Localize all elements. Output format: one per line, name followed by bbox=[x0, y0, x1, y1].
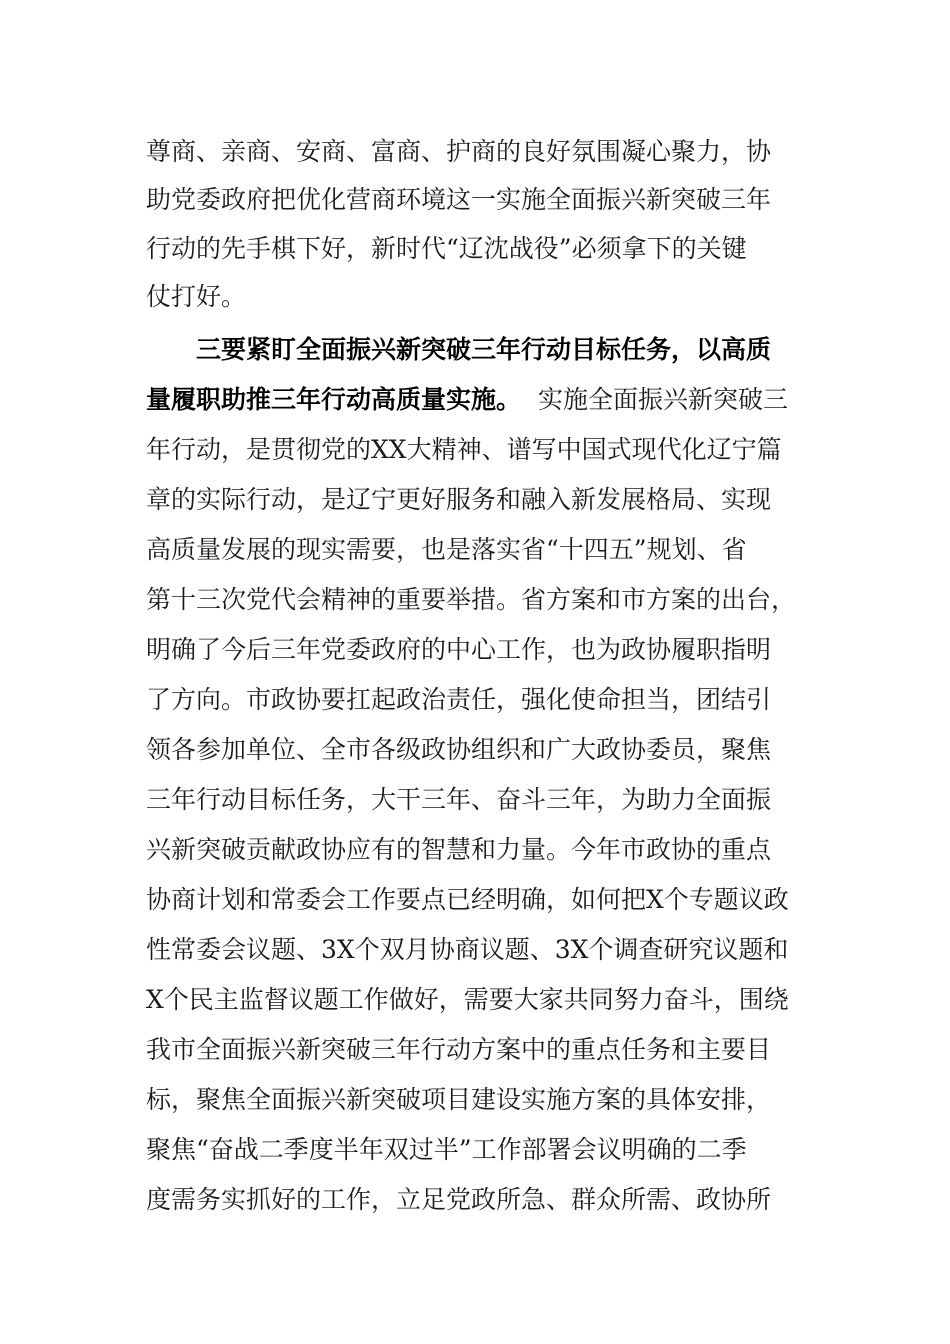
text-line: 高质量发展的现实需要，也是落实省“十四五”规划、省 bbox=[146, 535, 747, 564]
text-line: 协商计划和常委会工作要点已经明确，如何把X个专题议政 bbox=[146, 885, 789, 914]
text-line: 兴新突破贡献政协应有的智慧和力量。今年市政协的重点 bbox=[146, 835, 772, 864]
text-line: 三年行动目标任务，大干三年、奋斗三年，为助力全面振 bbox=[146, 785, 772, 814]
text-line: 年行动，是贯彻党的XX大精神、谱写中国式现代化辽宁篇 bbox=[146, 435, 782, 464]
text-line: 仗打好。 bbox=[146, 282, 247, 311]
text-line: 了方向。市政协要扛起政治责任，强化使命担当，团结引 bbox=[146, 685, 772, 714]
text-line: 尊商、亲商、安商、富商、护商的良好氛围凝心聚力，协 bbox=[146, 137, 772, 166]
text-line: 章的实际行动，是辽宁更好服务和融入新发展格局、实现 bbox=[146, 485, 772, 514]
text-line: 明确了今后三年党委政府的中心工作，也为政协履职指明 bbox=[146, 635, 772, 664]
text-line: 聚焦“奋战二季度半年双过半”工作部署会议明确的二季 bbox=[146, 1135, 747, 1164]
text-line: 性常委会议题、3X个双月协商议题、3X个调查研究议题和 bbox=[146, 935, 789, 964]
section-heading-line: 三要紧盯全面振兴新突破三年行动目标任务，以高质 bbox=[196, 335, 772, 364]
text-line: 实施全面振兴新突破三 bbox=[538, 385, 789, 414]
text-line: 行动的先手棋下好，新时代“辽沈战役”必须拿下的关键 bbox=[146, 234, 747, 263]
text-line: 领各参加单位、全市各级政协组织和广大政协委员，聚焦 bbox=[146, 735, 772, 764]
text-line: 第十三次党代会精神的重要举措。省方案和市方案的出台， bbox=[146, 585, 797, 614]
text-line: 标，聚焦全面振兴新突破项目建设实施方案的具体安排， bbox=[146, 1085, 772, 1114]
section-heading-line: 量履职助推三年行动高质量实施。 bbox=[146, 385, 522, 414]
text-line: 我市全面振兴新突破三年行动方案中的重点任务和主要目 bbox=[146, 1035, 772, 1064]
text-line: 度需务实抓好的工作，立足党政所急、群众所需、政协所 bbox=[146, 1185, 772, 1214]
text-line: X个民主监督议题工作做好，需要大家共同努力奋斗，围绕 bbox=[146, 985, 789, 1014]
text-line: 助党委政府把优化营商环境这一实施全面振兴新突破三年 bbox=[146, 185, 772, 214]
